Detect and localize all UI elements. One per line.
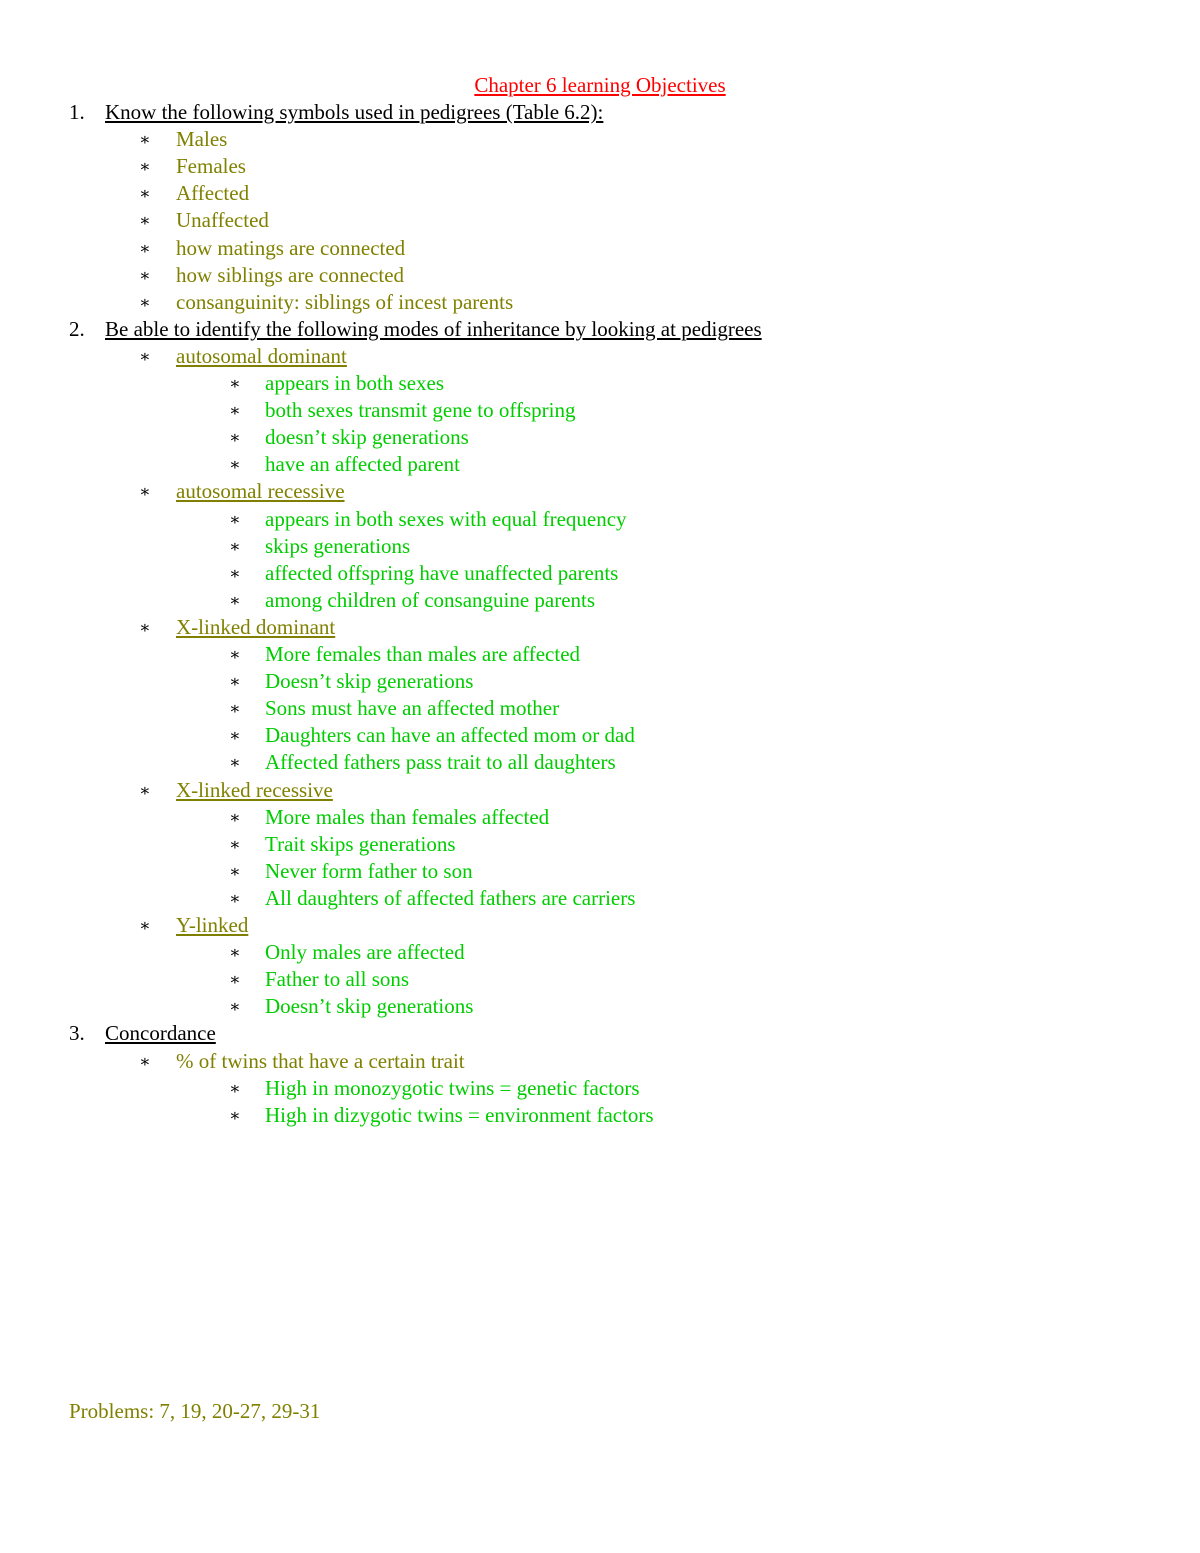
objective-item <box>0 99 1200 126</box>
detail-text: appears in both sexes with equal frequency <box>265 507 627 531</box>
bullet-icon: ∗ <box>229 699 241 718</box>
bullet-icon: ∗ <box>139 211 151 230</box>
sub-item <box>0 153 1200 180</box>
sub-item-text: consanguinity: siblings of incest parents <box>176 290 514 314</box>
bullet-icon: ∗ <box>229 537 241 556</box>
bullet-icon: ∗ <box>229 374 241 393</box>
bullet-icon: ∗ <box>229 943 241 962</box>
sub-item <box>0 1048 1200 1075</box>
detail-item <box>0 533 1200 560</box>
detail-item <box>0 966 1200 993</box>
detail-text: Only males are affected <box>265 940 465 964</box>
detail-text: have an affected parent <box>265 452 460 476</box>
detail-item <box>0 831 1200 858</box>
sub-item <box>0 478 1200 505</box>
detail-item <box>0 370 1200 397</box>
detail-item <box>0 641 1200 668</box>
problems-footer: Problems: 7, 19, 20-27, 29-31 <box>69 1399 321 1423</box>
bullet-icon: ∗ <box>229 808 241 827</box>
objective-item <box>0 1020 1200 1047</box>
sub-item-text: Females <box>176 154 246 178</box>
bullet-icon: ∗ <box>139 130 151 149</box>
sub-item <box>0 262 1200 289</box>
detail-item <box>0 722 1200 749</box>
detail-text: Daughters can have an affected mom or dad <box>265 723 635 747</box>
bullet-icon: ∗ <box>139 1052 151 1071</box>
bullet-icon: ∗ <box>139 618 151 637</box>
bullet-icon: ∗ <box>139 293 151 312</box>
sub-item <box>0 207 1200 234</box>
detail-item <box>0 749 1200 776</box>
sub-item <box>0 289 1200 316</box>
sub-item-text: Y-linked <box>176 913 249 937</box>
detail-text: appears in both sexes <box>265 371 445 395</box>
detail-text: Trait skips generations <box>265 832 456 856</box>
sub-item <box>0 235 1200 262</box>
item-number: 3. <box>69 1021 85 1045</box>
bullet-icon: ∗ <box>229 726 241 745</box>
bullet-icon: ∗ <box>229 428 241 447</box>
detail-text: Never form father to son <box>265 859 473 883</box>
bullet-icon: ∗ <box>139 157 151 176</box>
detail-item <box>0 1102 1200 1129</box>
bullet-icon: ∗ <box>229 564 241 583</box>
bullet-icon: ∗ <box>229 862 241 881</box>
detail-item <box>0 939 1200 966</box>
detail-text: Affected fathers pass trait to all daughters <box>265 750 616 774</box>
sub-item <box>0 180 1200 207</box>
detail-item <box>0 1075 1200 1102</box>
detail-text: both sexes transmit gene to offspring <box>265 398 576 422</box>
bullet-icon: ∗ <box>139 482 151 501</box>
detail-text: Father to all sons <box>265 967 410 991</box>
objective-heading: Know the following symbols used in pedigrees (Table 6.2): <box>105 100 604 124</box>
bullet-icon: ∗ <box>229 672 241 691</box>
detail-text: High in dizygotic twins = environment factors <box>265 1103 654 1127</box>
item-number: 2. <box>69 317 85 341</box>
sub-item <box>0 614 1200 641</box>
bullet-icon: ∗ <box>139 239 151 258</box>
bullet-icon: ∗ <box>229 753 241 772</box>
bullet-icon: ∗ <box>139 781 151 800</box>
detail-item <box>0 668 1200 695</box>
detail-item <box>0 451 1200 478</box>
detail-text: doesn’t skip generations <box>265 425 469 449</box>
sub-item <box>0 912 1200 939</box>
bullet-icon: ∗ <box>229 1106 241 1125</box>
bullet-icon: ∗ <box>139 916 151 935</box>
bullet-icon: ∗ <box>229 510 241 529</box>
sub-item-text: autosomal dominant <box>176 344 347 368</box>
sub-item-text: how matings are connected <box>176 236 406 260</box>
detail-text: among children of consanguine parents <box>265 588 596 612</box>
bullet-icon: ∗ <box>139 266 151 285</box>
detail-text: Doesn’t skip generations <box>265 669 474 693</box>
sub-item <box>0 126 1200 153</box>
detail-item <box>0 804 1200 831</box>
sub-item-text: how siblings are connected <box>176 263 405 287</box>
detail-item <box>0 858 1200 885</box>
detail-item <box>0 993 1200 1020</box>
sub-item <box>0 343 1200 370</box>
detail-item <box>0 695 1200 722</box>
detail-text: affected offspring have unaffected parents <box>265 561 619 585</box>
bullet-icon: ∗ <box>229 889 241 908</box>
detail-text: Sons must have an affected mother <box>265 696 560 720</box>
detail-item <box>0 560 1200 587</box>
detail-item <box>0 424 1200 451</box>
bullet-icon: ∗ <box>229 997 241 1016</box>
detail-text: More females than males are affected <box>265 642 581 666</box>
bullet-icon: ∗ <box>229 1079 241 1098</box>
detail-item <box>0 885 1200 912</box>
bullet-icon: ∗ <box>229 970 241 989</box>
sub-item-text: autosomal recessive <box>176 479 345 503</box>
sub-item-text: X-linked recessive <box>176 778 333 802</box>
bullet-icon: ∗ <box>229 591 241 610</box>
sub-item <box>0 777 1200 804</box>
bullet-icon: ∗ <box>229 835 241 854</box>
objective-heading: Concordance <box>105 1021 216 1045</box>
detail-text: Doesn’t skip generations <box>265 994 474 1018</box>
sub-item-text: Affected <box>176 181 250 205</box>
detail-item <box>0 506 1200 533</box>
detail-text: More males than females affected <box>265 805 550 829</box>
sub-item-text: X-linked dominant <box>176 615 336 639</box>
detail-text: skips generations <box>265 534 411 558</box>
objective-heading: Be able to identify the following modes of inheritance by looking at pedigrees <box>105 317 762 341</box>
bullet-icon: ∗ <box>229 645 241 664</box>
detail-item <box>0 397 1200 424</box>
sub-item-text: Males <box>176 127 228 151</box>
item-number: 1. <box>69 100 85 124</box>
bullet-icon: ∗ <box>229 455 241 474</box>
detail-item <box>0 587 1200 614</box>
bullet-icon: ∗ <box>229 401 241 420</box>
bullet-icon: ∗ <box>139 347 151 366</box>
document-title: Chapter 6 learning Objectives <box>474 73 726 97</box>
objective-item <box>0 316 1200 343</box>
bullet-icon: ∗ <box>139 184 151 203</box>
detail-text: High in monozygotic twins = genetic factors <box>265 1076 640 1100</box>
sub-item-text: Unaffected <box>176 208 269 232</box>
detail-text: All daughters of affected fathers are carriers <box>265 886 636 910</box>
sub-item-text: % of twins that have a certain trait <box>176 1049 465 1073</box>
